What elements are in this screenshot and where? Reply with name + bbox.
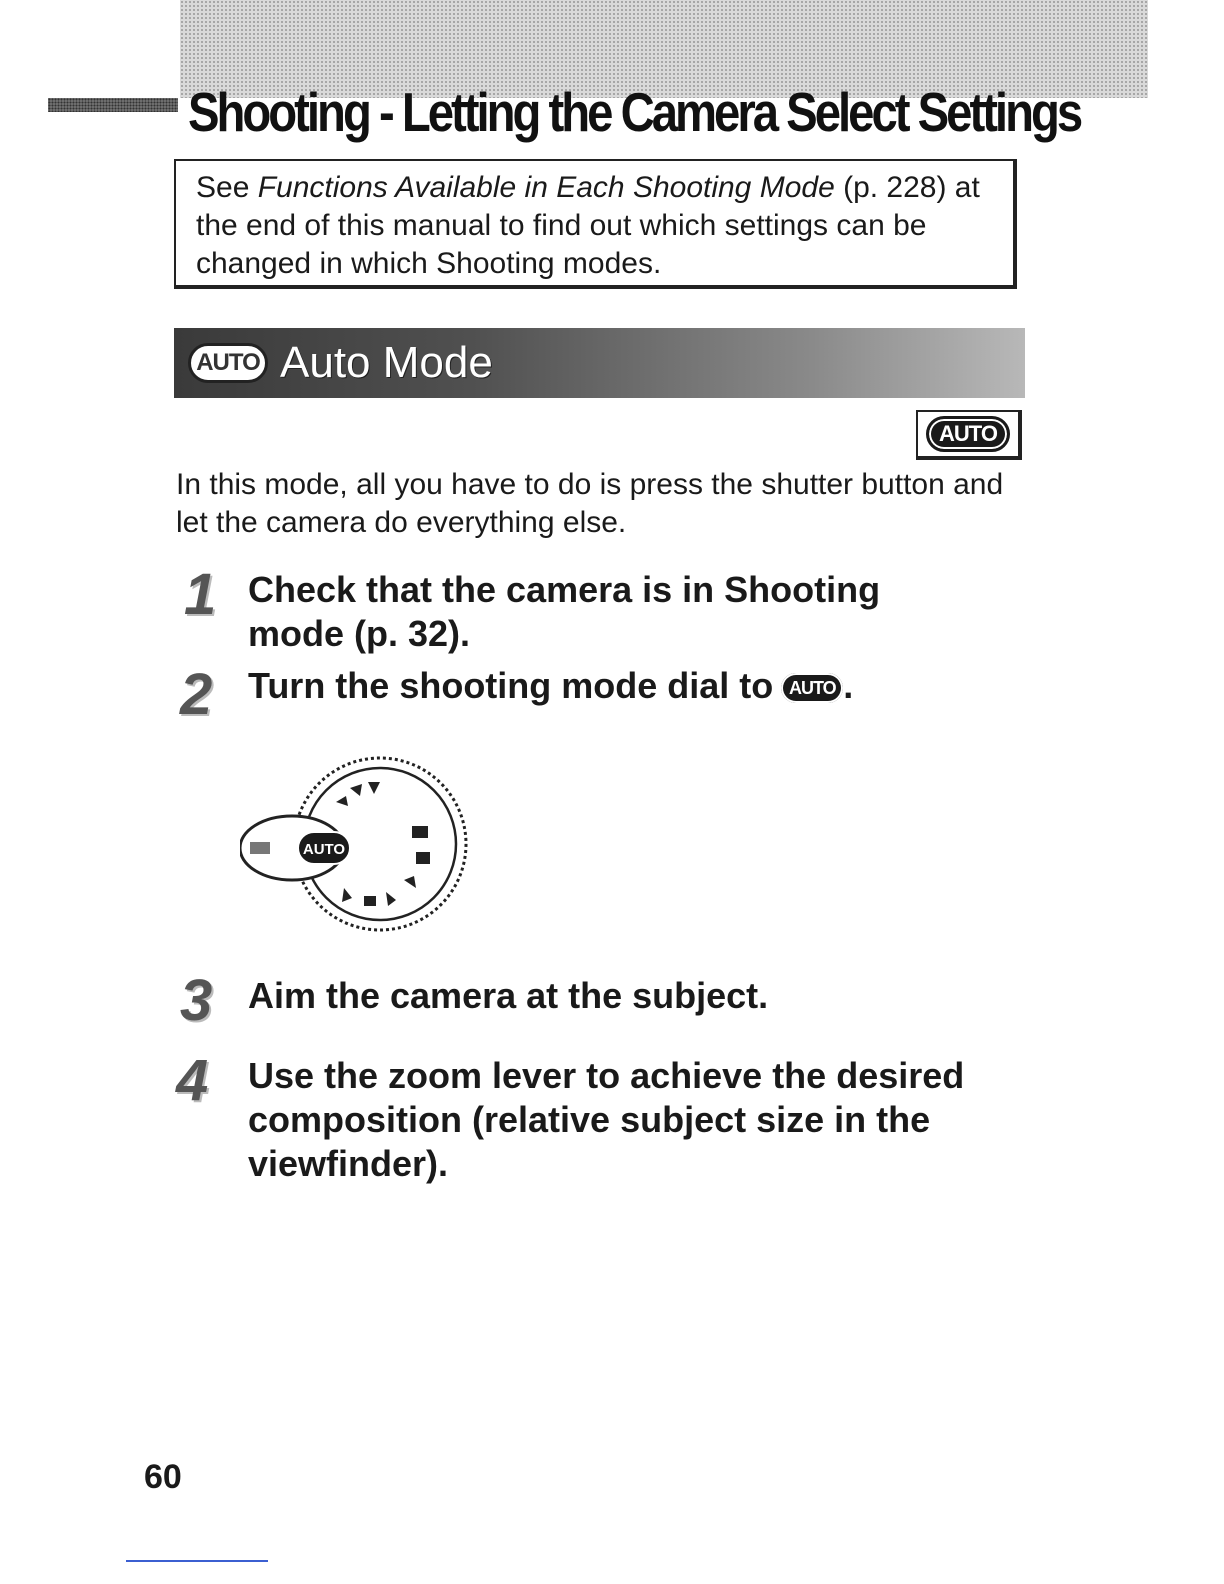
- step-3-text: Aim the camera at the subject.: [248, 975, 769, 1016]
- note-reference-link: Functions Available in Each Shooting Mode: [257, 171, 835, 204]
- auto-mode-badge-icon: AUTO: [926, 416, 1010, 452]
- auto-mode-icon: AUTO: [188, 343, 268, 383]
- dial-auto-label: AUTO: [302, 841, 346, 858]
- note-suffix: (p. 228) at the end of this manual to find out which settings can be changed in which Shooting modes.: [196, 171, 980, 280]
- step-2-text: [248, 664, 853, 708]
- mode-dial-icon: [240, 752, 470, 942]
- mode-badge: [916, 410, 1022, 460]
- step-1-text: [248, 568, 880, 656]
- step-number-1: 1: [184, 562, 217, 627]
- step-4-text: [248, 1054, 964, 1186]
- note-box: [174, 159, 1017, 289]
- note-prefix: See: [196, 171, 258, 204]
- page-title: Shooting - Letting the Camera Select Settings: [188, 81, 1081, 143]
- step-1-line-2: mode (p. 32).: [248, 613, 471, 654]
- step-4-line-3: viewfinder).: [248, 1143, 449, 1184]
- section-header-auto-mode: [174, 328, 1025, 398]
- step-number-2: 2: [180, 662, 213, 727]
- step-2-line: Turn the shooting mode dial to: [248, 665, 774, 706]
- page-number: 60: [144, 1458, 182, 1496]
- step-4-line-1: Use the zoom lever to achieve the desired: [248, 1055, 965, 1096]
- section-title: Auto Mode: [280, 338, 493, 387]
- dial-prev-mode-symbol: [250, 842, 270, 854]
- mode-dial-illustration: [240, 752, 470, 942]
- step-number-4: 4: [176, 1048, 209, 1113]
- step-2-end: .: [843, 665, 854, 706]
- step-1-line-1: Check that the camera is in Shooting: [248, 569, 881, 610]
- step-4-line-2: composition (relative subject size in the: [248, 1099, 931, 1140]
- title-lead-bar: [48, 98, 178, 112]
- auto-mode-inline-icon: AUTO: [781, 673, 843, 703]
- intro-paragraph: In this mode, all you have to do is press the shutter button and let the camera do everything else.: [176, 468, 1004, 539]
- footer-line: [126, 1560, 268, 1562]
- step-number-3: 3: [180, 968, 213, 1033]
